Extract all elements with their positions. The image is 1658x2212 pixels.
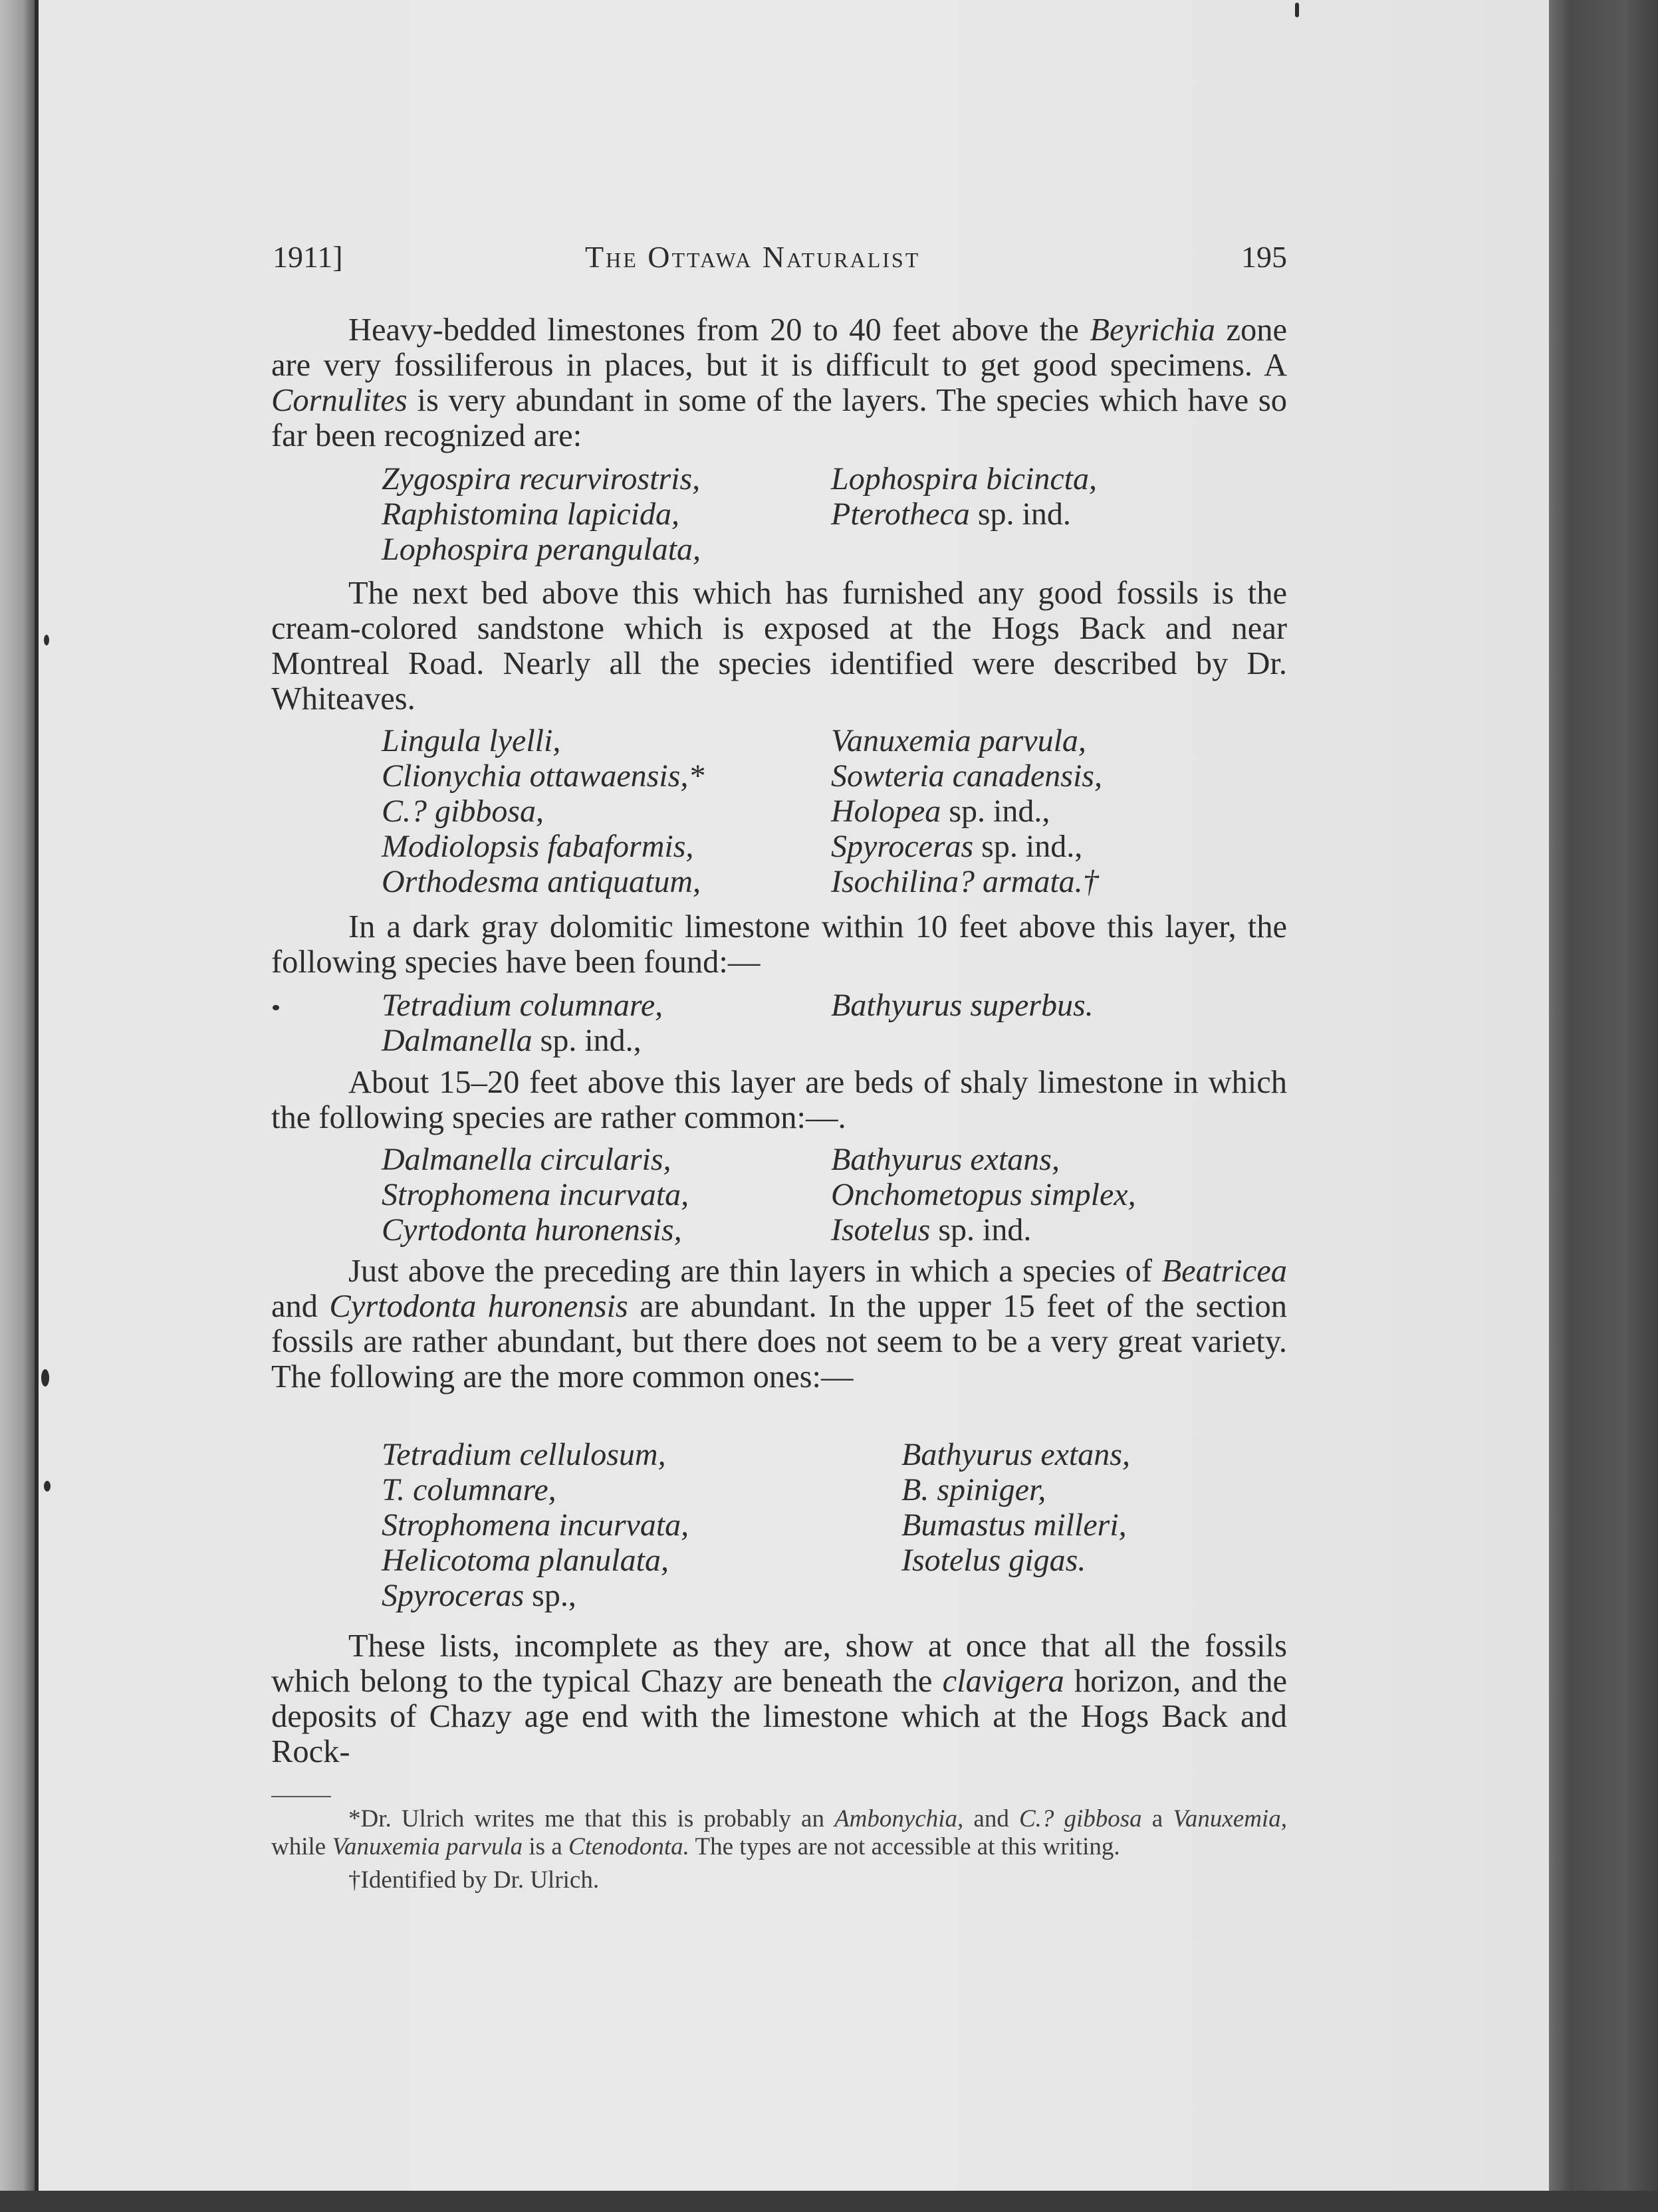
species-name: T. columnare, [382, 1472, 556, 1507]
species-name: Bumastus milleri, [901, 1507, 1127, 1543]
para-text: These lists, incomplete as they are, show at once that all the fossils which belong to the typical Chazy are beneath the [271, 1628, 1287, 1699]
species-name: Clionychia ottawaensis,* [382, 758, 705, 794]
para-text: zone are very fossiliferous in places, but it is difficult to get good specimens. A [271, 312, 1288, 383]
species-name: Dalmanella sp. ind., [382, 1023, 642, 1058]
footnotes [271, 1805, 1287, 1894]
para-text: The next bed above this which has furnished any good fossils is the cream-colored sandstone which is exposed at the Hogs Back and near Montreal Road. Nearly all the species identified were described by Dr. Whiteaves. [271, 576, 1287, 717]
species-name: Strophomena incurvata, [382, 1177, 689, 1212]
species-name: Cyrtodonta huronensis, [382, 1212, 682, 1248]
species-name: Vanuxemia parvula, [831, 723, 1086, 758]
species-name: Holopea sp. ind., [831, 794, 1050, 829]
species-name: C.? gibbosa, [382, 794, 544, 829]
species-name: Raphistomina lapicida, [382, 497, 679, 532]
species-name: Dalmanella circularis, [382, 1142, 671, 1177]
species-name: Modiolopsis fabaformis, [382, 829, 694, 864]
species-name: B. spiniger, [901, 1472, 1046, 1507]
paragraph-5 [271, 1254, 1287, 1394]
species-name: Lingula lyelli, [382, 723, 561, 758]
para-text: are abundant. In the upper 15 feet of the section fossils are rather abundant, but there does not seem to be a very great variety. The following are the more common ones:— [271, 1289, 1287, 1394]
species-name: Zygospira recurvirostris, [382, 461, 701, 497]
species-name: Pterotheca sp. ind. [831, 497, 1071, 532]
species-name: Lophospira bicincta, [831, 461, 1098, 497]
header-journal: The Ottawa Naturalist [585, 240, 921, 274]
paragraph-4 [271, 1065, 1287, 1135]
para-text: About 15–20 feet above this layer are beds of shaly limestone in which the following species are rather common:—. [271, 1065, 1287, 1135]
species-name: Bathyurus superbus. [831, 988, 1094, 1023]
para-text: is very abundant in some of the layers. The species which have so far been recognized are: [271, 383, 1287, 453]
page-number: 195 [1241, 240, 1287, 274]
species-name: Sowteria canadensis, [831, 758, 1102, 794]
species-name: Orthodesma antiquatum, [382, 864, 701, 899]
species-list-2 [271, 723, 1287, 899]
paragraph-3 [271, 909, 1287, 980]
species-name: Bathyurus extans, [831, 1142, 1060, 1177]
species-name: Lophospira perangulata, [382, 532, 701, 567]
genus-name: Cyrtodonta huronensis [329, 1289, 628, 1324]
genus-name: Cornulites [271, 383, 408, 418]
species-name: Onchometopus simplex, [831, 1177, 1136, 1212]
species-name: Spyroceras sp. ind., [831, 829, 1083, 864]
species-name: Bathyurus extans, [901, 1437, 1130, 1472]
species-name: Spyroceras sp., [382, 1578, 576, 1613]
scan-left-edge [0, 0, 39, 2212]
species-list-4 [271, 1142, 1287, 1248]
header-year: 1911] [273, 240, 343, 274]
binding-mark [44, 1481, 51, 1492]
genus-name: Beyrichia [1090, 312, 1215, 348]
footnote-1: *Dr. Ulrich writes me that this is probably an Ambonychia, and C.? gibbosa a Vanuxemia, while Vanuxemia parvula is a Ctenodonta. The types are not accessible at this writing. [271, 1805, 1287, 1860]
species-name: Isotelus gigas. [901, 1543, 1086, 1578]
running-header [273, 239, 1287, 279]
scan-bottom-edge [0, 2191, 1658, 2212]
species-name: Tetradium columnare, [382, 988, 663, 1023]
species-name: Isotelus sp. ind. [831, 1212, 1032, 1248]
species-name: Tetradium cellulosum, [382, 1437, 666, 1472]
species-list-1 [271, 461, 1287, 567]
margin-mark [1295, 3, 1299, 17]
paragraph-2 [271, 576, 1287, 717]
para-text: Heavy-bedded limestones from 20 to 40 feet above the [348, 312, 1090, 348]
binding-mark [44, 635, 49, 645]
paragraph-1 [271, 312, 1287, 453]
genus-name: Beatricea [1161, 1254, 1287, 1289]
species-list-3 [271, 988, 1287, 1058]
species-name: Helicotoma planulata, [382, 1543, 669, 1578]
para-text: and [271, 1289, 330, 1324]
footnote-2: †Identified by Dr. Ulrich. [348, 1866, 600, 1894]
para-text: horizon, and the deposits of Chazy age end with the limestone which at the Hogs Back and Rock- [271, 1664, 1287, 1769]
paragraph-6 [271, 1628, 1287, 1769]
species-name: Isochilina? armata.† [831, 864, 1099, 899]
footnote-rule [271, 1796, 331, 1797]
para-text: Just above the preceding are thin layers in which a species of [348, 1254, 1162, 1289]
para-text: In a dark gray dolomitic limestone within 10 feet above this layer, the following species have been found:— [271, 909, 1287, 980]
species-list-5 [271, 1437, 1287, 1613]
species-name: Strophomena incurvata, [382, 1507, 689, 1543]
binding-mark [41, 1369, 49, 1386]
genus-name: clavigera [942, 1664, 1064, 1699]
scan-right-edge [1549, 0, 1658, 2212]
